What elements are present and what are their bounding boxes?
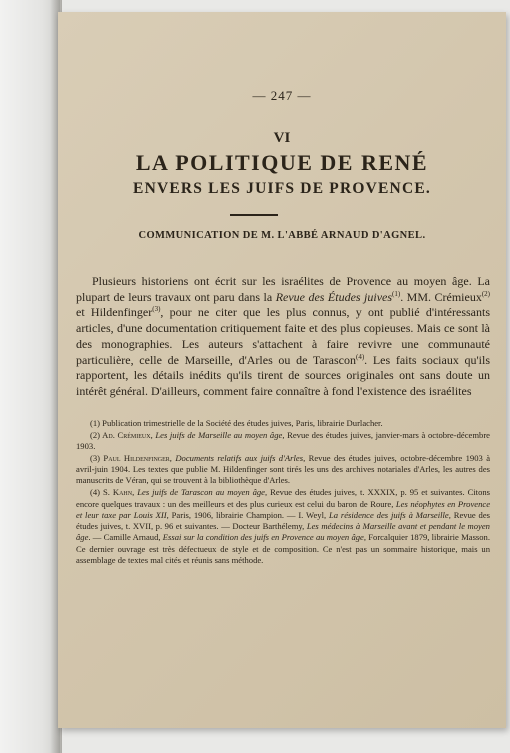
footnote-title: Les néophytes en Provence et leur taxe par Louis XII xyxy=(76,498,491,520)
body-paragraph xyxy=(76,274,490,400)
footnote-title: Les juifs de Tarascon au moyen âge xyxy=(137,487,265,498)
footnote-text: , xyxy=(169,452,176,463)
footnote-title: Essai sur la condition des juifs en Provence au moyen âge xyxy=(162,532,364,543)
footnote-title: La résidence des juifs à Marseille xyxy=(328,509,449,520)
title-line-2: ENVERS LES JUIFS DE PROVENCE. xyxy=(133,180,431,197)
footnote-ref: (1) xyxy=(392,289,401,298)
communication-byline: COMMUNICATION DE M. L'ABBÉ ARNAUD D'AGNEL. xyxy=(138,230,426,241)
title-line-1: LA POLITIQUE DE RENÉ xyxy=(135,150,429,175)
footnote-ref: (4) xyxy=(356,352,365,361)
body-text-run: . MM. Crémieux xyxy=(400,289,482,304)
footnote-text: , xyxy=(150,429,156,440)
footnote-text: , xyxy=(132,487,138,498)
body-text xyxy=(76,274,490,400)
footnote-title: Les juifs de Marseille au moyen âge xyxy=(155,429,283,440)
page-number: — 247 — xyxy=(252,88,312,103)
document-page xyxy=(58,12,506,728)
body-text-run: et Hildenfinger xyxy=(76,305,153,320)
footnote-author: Paul Hildenfinger xyxy=(100,452,170,463)
footnote-text: , Forcalquier 1879, librairie Masson. Ce dernier ouvrage est très défectueux de style et de composition. Ce n'est pas un sommaire historique, mais un assemblage de textes mal cités et réunis sans méthode. xyxy=(76,532,490,566)
footnote-text: , Revue des études juives, t. XVII, p. 96 et suivantes. — Docteur Barthélemy, xyxy=(76,509,490,532)
footnote-mark: (1) xyxy=(90,418,101,428)
footnote-ref: (2) xyxy=(481,289,490,298)
footnote-title: Documents relatifs aux juifs d'Arles xyxy=(175,452,304,463)
body-italic-run: Revue des Études juives xyxy=(275,289,393,304)
body-text-run: , pour ne citer que les plus connus, y ont publié d'intéressants articles, d'une documentation critiquement faite et des plus copieuses. Mais ce sont là des monographies. Les auteurs s'attachent à faire revivre une communauté particulière, celle de Marseille, d'Arles ou de Tarascon xyxy=(76,305,490,367)
title-rule xyxy=(230,214,278,216)
footnote-2 xyxy=(76,430,490,453)
footnote-author: Ad. Crémieux xyxy=(100,429,151,440)
footnote-title: Les médecins à Marseille avant et pendant le moyen âge xyxy=(76,521,490,543)
footnote-text: . — Camille Arnaud, xyxy=(88,532,163,543)
body-text-run: Plusieurs historiens ont écrit sur les israélites de Provence au moyen âge. La plupart de leurs travaux ont paru dans la xyxy=(76,274,490,304)
footnote-mark: (3) xyxy=(90,452,101,463)
footnote-text: , Revue des études juives, t. XXXIX, p. 95 et suivantes. Citons encore quelques travaux : un des meilleurs et des plus curieux est celui du baron de Roure, xyxy=(76,487,491,509)
footnote-text: , Paris, 1906, librairie Champion. — I. Weyl, xyxy=(166,509,329,520)
section-number: VI xyxy=(273,130,291,146)
footnote-4 xyxy=(76,487,490,566)
footnote-3 xyxy=(76,453,490,487)
footnote-mark: (2) xyxy=(90,429,101,440)
footnote-1 xyxy=(76,418,490,429)
footnotes xyxy=(76,418,490,567)
body-text-run: . Les faits sociaux qu'ils rapportent, les détails inédits qu'ils tirent de sources originales ont sans doute un intérêt général. D'ailleurs, comment faire connaître à fond l'existence des israélites xyxy=(76,352,490,398)
footnote-text: , Revue des études juives, octobre-décembre 1903 à avril-juin 1904. Les textes que publie M. Hildenfinger sont tirés les uns des archives notariales d'Arles, les autres des manuscrits de Véran, qui se trouvent à la bibliothèque d'Arles. xyxy=(76,452,491,486)
footnote-mark: (4) xyxy=(90,487,101,498)
footnote-ref: (3) xyxy=(152,305,161,314)
footnote-text: Publication trimestrielle de la Société des études juives, Paris, librairie Durlacher. xyxy=(100,418,383,428)
footnote-text: , Revue des études juives, janvier-mars à octobre-décembre 1903. xyxy=(76,429,490,452)
footnote-author: S. Kahn xyxy=(100,487,133,498)
